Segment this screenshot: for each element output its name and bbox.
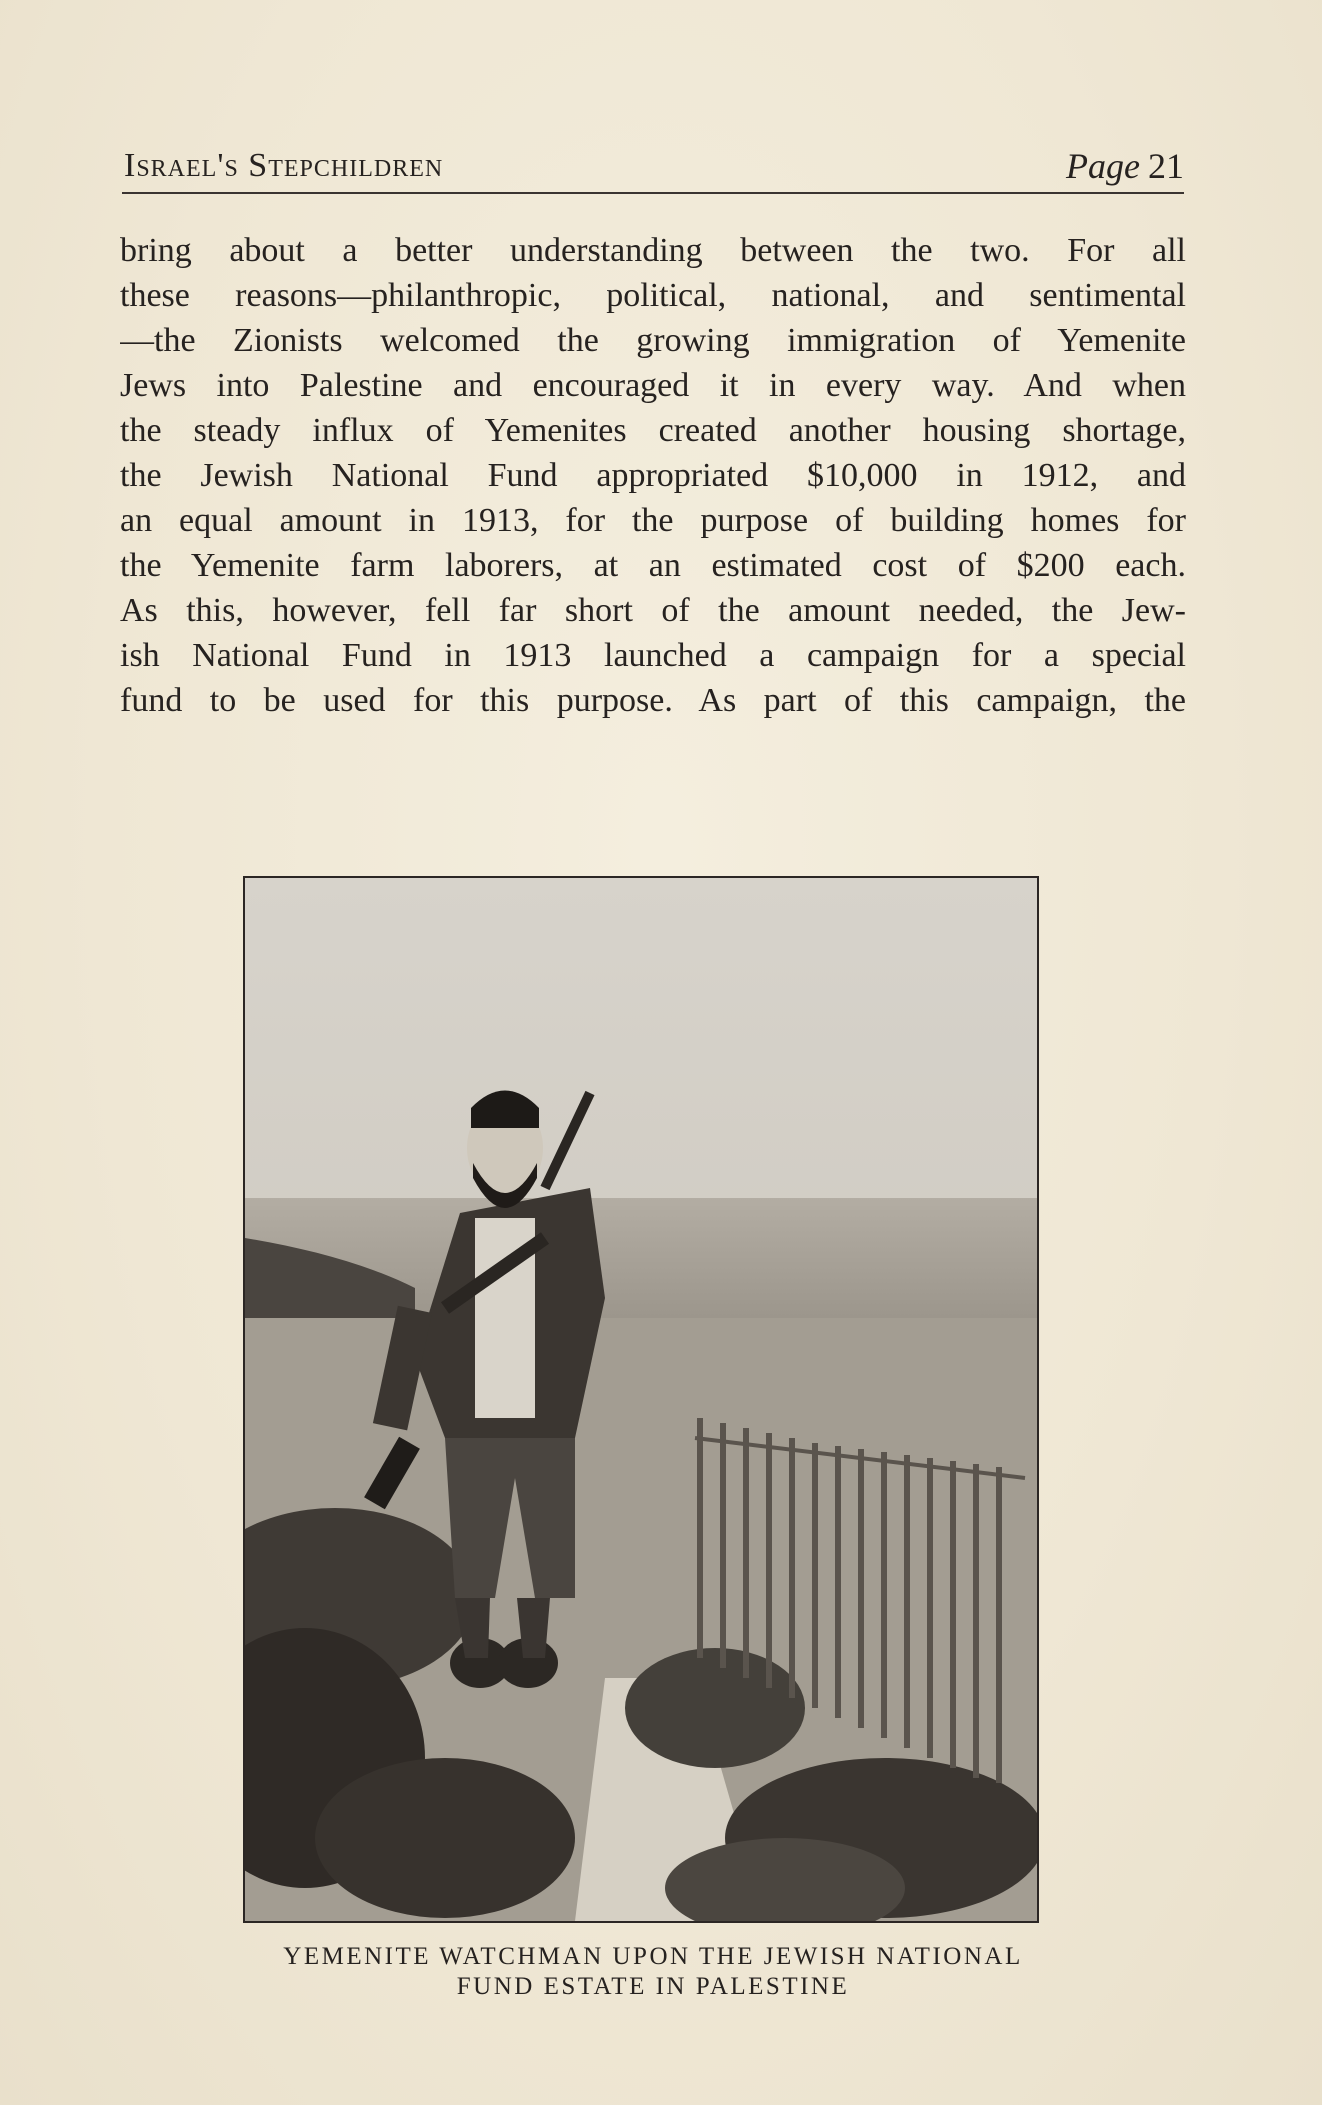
caption-line: YEMENITE WATCHMAN UPON THE JEWISH NATIONAL xyxy=(283,1943,1023,1970)
book-title: Israel's Stepchildren xyxy=(124,147,444,184)
photograph xyxy=(243,876,1039,1923)
text-line: As this, however, fell far short of the amount needed, the Jew- xyxy=(120,592,1186,629)
text-line: bring about a better understanding between the two. For all xyxy=(120,232,1186,269)
page-number xyxy=(1066,146,1184,186)
text-line: Jews into Palestine and encouraged it in every way. And when xyxy=(120,367,1186,404)
running-head xyxy=(122,146,1184,194)
watchman-photo-illustration xyxy=(245,878,1037,1921)
text-line: the Jewish National Fund appropriated $10,000 in 1912, and xyxy=(120,457,1186,494)
body-paragraph xyxy=(120,228,1186,723)
text-line: —the Zionists welcomed the growing immigration of Yemenite xyxy=(120,322,1186,359)
page-label: Page xyxy=(1066,146,1140,186)
text-line: the steady influx of Yemenites created another housing shortage, xyxy=(120,412,1186,449)
text-line: the Yemenite farm laborers, at an estimated cost of $200 each. xyxy=(120,547,1186,584)
text-line: an equal amount in 1913, for the purpose of building homes for xyxy=(120,502,1186,539)
text-line: ish National Fund in 1913 launched a campaign for a special xyxy=(120,637,1186,674)
text-line: fund to be used for this purpose. As part of this campaign, the xyxy=(120,682,1186,719)
caption-line: FUND ESTATE IN PALESTINE xyxy=(456,1973,850,2000)
page-number-value: 21 xyxy=(1148,146,1184,186)
figure-caption xyxy=(120,1942,1186,2002)
text-line: these reasons—philanthropic, political, national, and sentimental xyxy=(120,277,1186,314)
